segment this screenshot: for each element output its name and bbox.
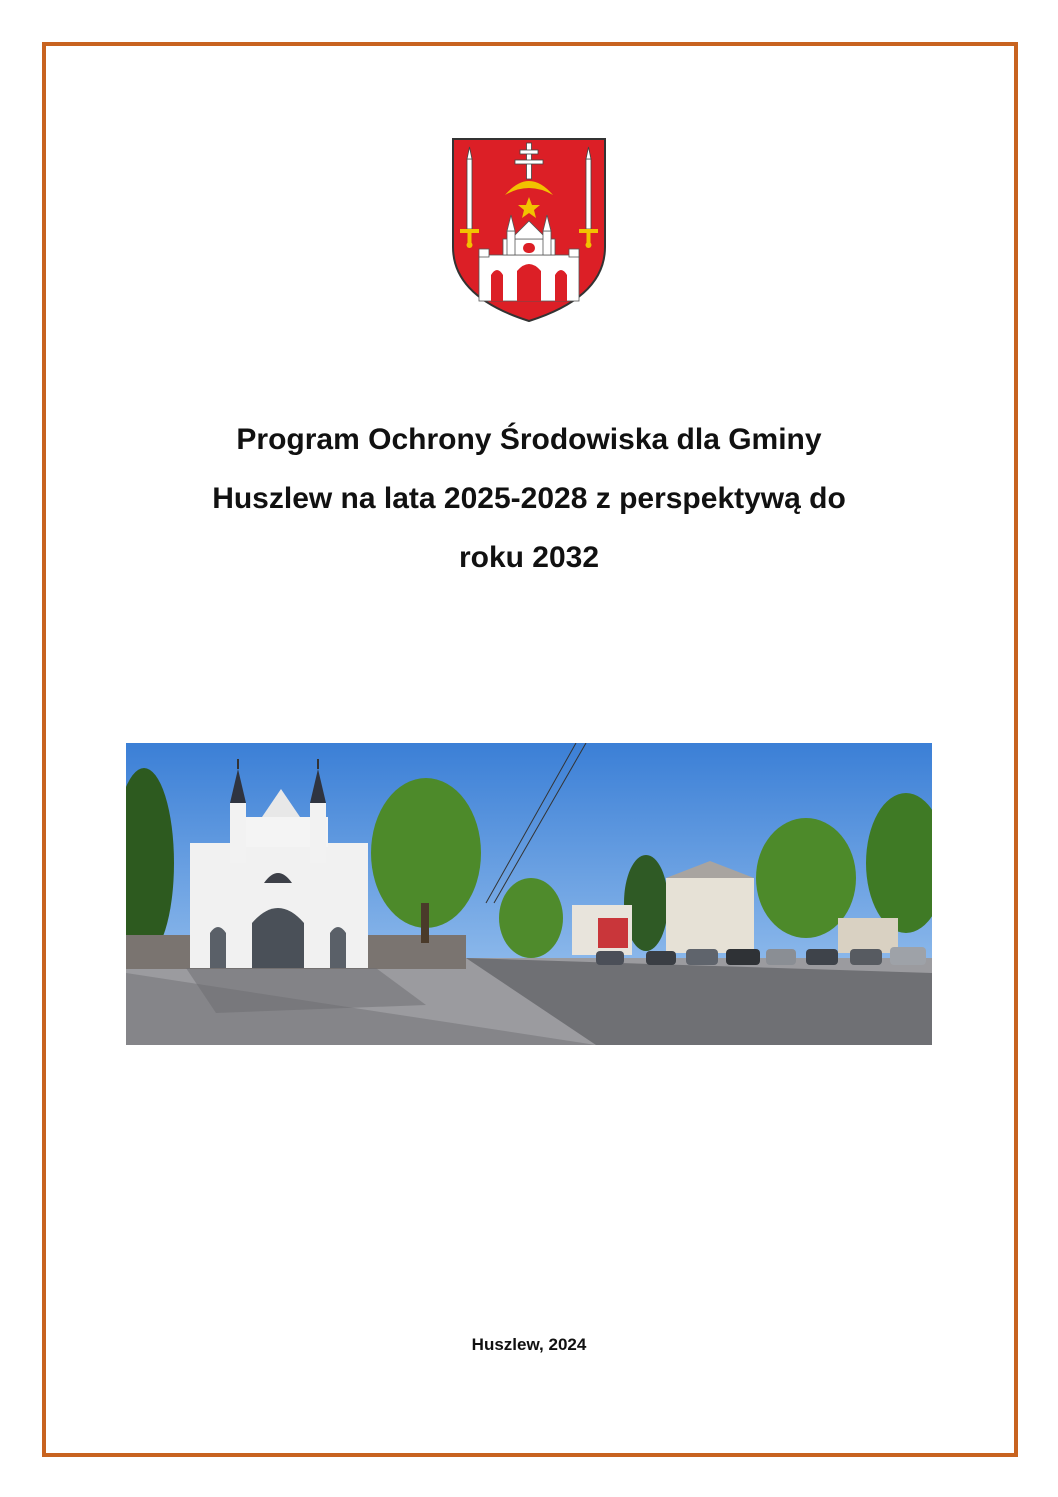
title-line-3: roku 2032 — [458, 541, 600, 574]
title-line-1: Program Ochrony Środowiska dla Gminy — [236, 423, 822, 456]
document-footer: Huszlew, 2024 — [471, 1335, 587, 1354]
document-title — [130, 410, 928, 587]
coat-of-arms-icon — [449, 137, 609, 323]
panorama-photo — [126, 743, 932, 1045]
title-line-2: Huszlew na lata 2025-2028 z perspektywą do — [212, 482, 846, 515]
